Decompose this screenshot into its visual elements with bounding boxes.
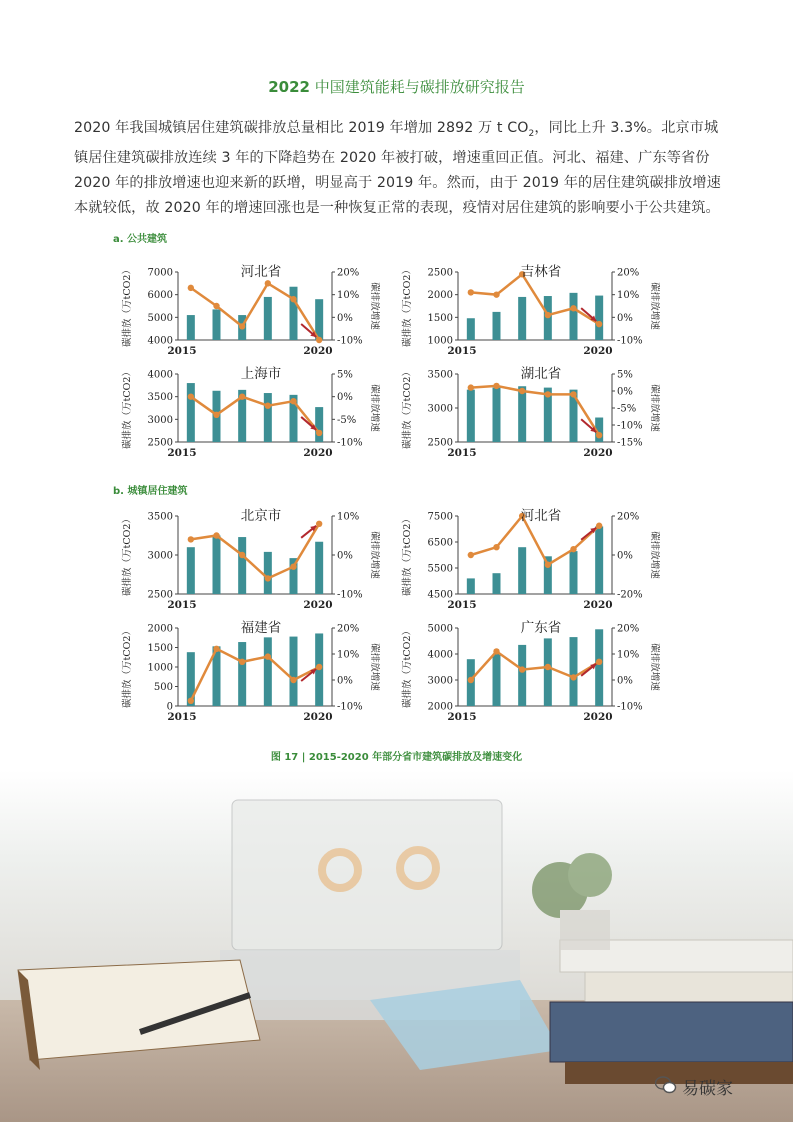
left-tick-label: 2500 xyxy=(147,589,173,601)
x-label-start: 2015 xyxy=(447,599,477,611)
right-axis-title: 碳排放增速 xyxy=(649,531,660,579)
bar-2017 xyxy=(238,537,246,594)
chart-title: 北京市 xyxy=(240,508,282,524)
x-label-start: 2015 xyxy=(447,711,477,723)
right-tick-label: 20% xyxy=(617,511,640,523)
body-paragraph xyxy=(74,116,722,220)
figure-caption: 图 17 | 2015-2020 年部分省市建筑碳排放及增速变化 xyxy=(270,752,523,763)
bar-2016 xyxy=(213,536,221,595)
left-tick-label: 0 xyxy=(166,701,173,713)
bar-2020 xyxy=(595,629,603,706)
x-label-start: 2015 xyxy=(167,447,197,459)
right-axis-title: 碳排放增速 xyxy=(369,643,380,691)
bar-2016 xyxy=(493,654,501,706)
left-axis-title: 碳排放（万tCO2） xyxy=(122,626,133,708)
chart-title: 吉林省 xyxy=(520,264,562,280)
left-tick-label: 500 xyxy=(153,682,173,693)
right-tick-label: -5% xyxy=(337,414,357,426)
left-axis-title: 碳排放（万tCO2） xyxy=(402,514,413,596)
left-axis-title: 碳排放（万tCO2） xyxy=(122,367,133,449)
header-year: 2022 xyxy=(268,78,310,96)
chart-residential-hebei xyxy=(400,506,660,616)
left-tick-label: 2000 xyxy=(427,701,453,713)
growth-point-2017 xyxy=(519,666,525,672)
growth-point-2017 xyxy=(239,659,245,665)
right-tick-label: -10% xyxy=(337,701,363,713)
paragraph-part-1: 2020 年我国城镇居住建筑碳排放总量相比 2019 年增加 2892 万 t CO xyxy=(74,120,529,136)
right-tick-label: 0% xyxy=(337,675,353,687)
left-tick-label: 1000 xyxy=(427,335,453,347)
x-label-end: 2020 xyxy=(303,599,333,611)
bar-2018 xyxy=(264,297,272,340)
right-tick-label: 10% xyxy=(617,290,640,302)
growth-line xyxy=(471,386,599,435)
growth-point-2018 xyxy=(545,664,551,670)
growth-point-2017 xyxy=(239,393,245,399)
bar-2015 xyxy=(467,578,475,594)
right-axis-title: 碳排放增速 xyxy=(369,531,380,579)
right-tick-label: 0% xyxy=(617,312,633,324)
bar-2020 xyxy=(595,296,603,340)
bar-2017 xyxy=(518,386,526,442)
left-tick-label: 3500 xyxy=(147,511,173,523)
growth-point-2018 xyxy=(265,653,271,659)
growth-point-2019 xyxy=(570,546,576,552)
growth-point-2020 xyxy=(316,521,322,527)
right-tick-label: -10% xyxy=(337,589,363,601)
bar-2020 xyxy=(315,407,323,442)
chart-public-jilin xyxy=(400,262,660,362)
growth-point-2019 xyxy=(290,564,296,570)
left-tick-label: 6000 xyxy=(147,290,173,302)
bar-2020 xyxy=(595,526,603,594)
right-axis-title: 碳排放增速 xyxy=(369,282,380,330)
left-tick-label: 3000 xyxy=(427,403,453,415)
bar-2017 xyxy=(238,642,246,706)
right-tick-label: 20% xyxy=(617,623,640,635)
brand-name: 易碳家 xyxy=(682,1079,733,1099)
right-tick-label: -10% xyxy=(617,420,643,432)
chart-title: 河北省 xyxy=(520,508,562,524)
right-tick-label: 10% xyxy=(337,290,360,302)
left-tick-label: 7500 xyxy=(427,511,453,523)
bar-2018 xyxy=(264,393,272,442)
left-tick-label: 3500 xyxy=(147,392,173,404)
left-tick-label: 2500 xyxy=(427,437,453,449)
wechat-icon xyxy=(655,1076,677,1094)
right-tick-label: 10% xyxy=(337,511,360,523)
chart-public-hubei xyxy=(400,364,660,464)
growth-point-2020 xyxy=(596,321,602,327)
growth-line xyxy=(191,283,319,340)
bar-2019 xyxy=(570,551,578,594)
growth-point-2020 xyxy=(316,337,322,343)
bar-2019 xyxy=(290,637,298,706)
chart-residential-guangdong xyxy=(400,618,660,728)
right-tick-label: 10% xyxy=(337,649,360,661)
growth-point-2016 xyxy=(493,291,499,297)
right-tick-label: 0% xyxy=(337,392,353,404)
bar-2015 xyxy=(187,547,195,594)
desk-photo-illustration xyxy=(0,770,793,1122)
right-axis-title: 碳排放增速 xyxy=(369,384,380,432)
left-tick-label: 4000 xyxy=(147,369,173,381)
growth-point-2019 xyxy=(570,305,576,311)
bar-2017 xyxy=(518,645,526,706)
bar-2016 xyxy=(213,309,221,340)
right-tick-label: 5% xyxy=(337,369,353,381)
growth-point-2016 xyxy=(213,646,219,652)
x-label-end: 2020 xyxy=(583,711,613,723)
chart-residential-beijing xyxy=(120,506,380,616)
growth-point-2018 xyxy=(545,391,551,397)
growth-point-2015 xyxy=(188,393,194,399)
x-label-end: 2020 xyxy=(583,345,613,357)
right-tick-label: -15% xyxy=(617,437,643,449)
right-tick-label: -5% xyxy=(617,403,637,415)
right-tick-label: 20% xyxy=(337,267,360,279)
growth-point-2019 xyxy=(290,677,296,683)
growth-point-2018 xyxy=(265,575,271,581)
bar-2019 xyxy=(570,293,578,340)
growth-point-2017 xyxy=(519,388,525,394)
growth-line xyxy=(471,274,599,324)
right-tick-label: 5% xyxy=(617,369,633,381)
x-label-start: 2015 xyxy=(447,447,477,459)
growth-point-2015 xyxy=(188,536,194,542)
right-tick-label: 10% xyxy=(617,649,640,661)
growth-point-2016 xyxy=(493,544,499,550)
bar-2019 xyxy=(570,637,578,706)
right-tick-label: 0% xyxy=(617,550,633,562)
growth-point-2020 xyxy=(316,664,322,670)
right-tick-label: -20% xyxy=(617,589,643,601)
growth-line xyxy=(191,397,319,433)
x-label-end: 2020 xyxy=(583,447,613,459)
right-axis-title: 碳排放增速 xyxy=(649,643,660,691)
growth-line xyxy=(471,651,599,680)
left-tick-label: 2000 xyxy=(147,623,173,635)
growth-point-2019 xyxy=(290,296,296,302)
growth-point-2016 xyxy=(213,412,219,418)
chart-title: 湖北省 xyxy=(520,366,562,382)
right-axis-title: 碳排放增速 xyxy=(649,282,660,330)
bar-2015 xyxy=(467,318,475,340)
header-title: 中国建筑能耗与碳排放研究报告 xyxy=(314,78,525,96)
bar-2018 xyxy=(264,637,272,706)
right-tick-label: 0% xyxy=(337,312,353,324)
growth-point-2018 xyxy=(545,562,551,568)
left-axis-title: 碳排放（万tCO2） xyxy=(122,514,133,596)
growth-point-2015 xyxy=(188,285,194,291)
left-tick-label: 5000 xyxy=(427,623,453,635)
chart-public-hebei xyxy=(120,262,380,362)
left-tick-label: 3500 xyxy=(427,369,453,381)
growth-point-2020 xyxy=(316,430,322,436)
bar-2015 xyxy=(187,315,195,340)
x-label-end: 2020 xyxy=(303,345,333,357)
growth-point-2015 xyxy=(468,384,474,390)
left-tick-label: 2000 xyxy=(427,290,453,302)
growth-point-2018 xyxy=(265,280,271,286)
left-tick-label: 4000 xyxy=(147,335,173,347)
left-tick-label: 1500 xyxy=(427,312,453,324)
growth-point-2016 xyxy=(493,648,499,654)
right-tick-label: -10% xyxy=(617,335,643,347)
left-tick-label: 4500 xyxy=(427,589,453,601)
left-tick-label: 2500 xyxy=(147,437,173,449)
x-label-end: 2020 xyxy=(303,447,333,459)
growth-point-2020 xyxy=(596,523,602,529)
growth-point-2015 xyxy=(468,677,474,683)
x-label-start: 2015 xyxy=(167,345,197,357)
growth-line xyxy=(191,649,319,701)
left-tick-label: 5500 xyxy=(427,563,453,575)
growth-point-2016 xyxy=(213,303,219,309)
bar-2017 xyxy=(518,547,526,594)
paragraph-subscript: 2 xyxy=(528,128,535,139)
growth-point-2019 xyxy=(290,398,296,404)
bar-2019 xyxy=(290,287,298,340)
growth-point-2016 xyxy=(493,383,499,389)
growth-point-2020 xyxy=(596,432,602,438)
bar-2018 xyxy=(264,552,272,594)
section-b-label: b. 城镇居住建筑 xyxy=(113,486,188,497)
chart-title: 福建省 xyxy=(240,620,282,636)
paragraph-part-2: ，同比上升 3.3%。北京市城镇居住建筑碳排放连续 3 年的下降趋势在 2020 年被打破，增速重回正值。河北、福建、广东等省份 2020 年的排放增速也迎来新的跃增，明显高于 2019 年。然而，由于 2019 年的居住建筑碳排放增速本就较低，故 2020 年的增速回涨也是一种恢复正常的表现，疫情对居住建筑的影响要小于公共建筑。 xyxy=(74,120,721,216)
bar-2018 xyxy=(544,638,552,706)
bar-2016 xyxy=(493,388,501,442)
right-tick-label: 20% xyxy=(617,267,640,279)
growth-line xyxy=(191,524,319,579)
section-a-label: a. 公共建筑 xyxy=(113,234,168,245)
book-stack xyxy=(550,940,793,1084)
chart-public-shanghai xyxy=(120,364,380,464)
left-tick-label: 7000 xyxy=(147,267,173,279)
page-header xyxy=(0,76,793,97)
growth-point-2017 xyxy=(239,323,245,329)
growth-point-2018 xyxy=(265,403,271,409)
growth-point-2017 xyxy=(239,552,245,558)
growth-point-2018 xyxy=(545,312,551,318)
bar-2015 xyxy=(187,383,195,442)
right-tick-label: 0% xyxy=(617,675,633,687)
left-tick-label: 3000 xyxy=(147,414,173,426)
right-tick-label: -10% xyxy=(337,335,363,347)
left-tick-label: 3000 xyxy=(147,550,173,562)
left-tick-label: 1500 xyxy=(147,643,173,654)
left-tick-label: 2500 xyxy=(427,267,453,279)
chart-title: 广东省 xyxy=(520,620,562,636)
growth-point-2015 xyxy=(188,698,194,704)
bar-2017 xyxy=(518,297,526,340)
right-tick-label: 0% xyxy=(337,550,353,562)
right-tick-label: -10% xyxy=(337,437,363,449)
left-axis-title: 碳排放（万tCO2） xyxy=(402,626,413,708)
left-axis-title: 碳排放（万tCO2） xyxy=(402,265,413,347)
x-label-end: 2020 xyxy=(583,599,613,611)
growth-point-2020 xyxy=(596,659,602,665)
left-tick-label: 1000 xyxy=(147,662,173,674)
laptop-screen xyxy=(232,800,502,950)
left-tick-label: 5000 xyxy=(147,312,173,324)
left-tick-label: 6500 xyxy=(427,537,453,549)
x-label-end: 2020 xyxy=(303,711,333,723)
left-axis-title: 碳排放（万tCO2） xyxy=(122,265,133,347)
bar-2015 xyxy=(467,390,475,442)
bar-2016 xyxy=(493,312,501,340)
chart-title: 河北省 xyxy=(240,264,282,280)
bar-2016 xyxy=(493,573,501,594)
bar-2020 xyxy=(315,542,323,594)
left-tick-label: 4000 xyxy=(427,649,453,661)
right-tick-label: 20% xyxy=(337,623,360,635)
growth-point-2016 xyxy=(213,532,219,538)
growth-point-2019 xyxy=(570,391,576,397)
growth-point-2015 xyxy=(468,552,474,558)
x-label-start: 2015 xyxy=(167,599,197,611)
x-label-start: 2015 xyxy=(447,345,477,357)
right-axis-title: 碳排放增速 xyxy=(649,384,660,432)
left-tick-label: 3000 xyxy=(427,675,453,687)
left-axis-title: 碳排放（万tCO2） xyxy=(402,367,413,449)
chart-residential-fujian xyxy=(120,618,380,728)
chart-title: 上海市 xyxy=(240,366,282,382)
right-tick-label: -10% xyxy=(617,701,643,713)
x-label-start: 2015 xyxy=(167,711,197,723)
right-tick-label: 0% xyxy=(617,386,633,398)
growth-point-2019 xyxy=(570,674,576,680)
growth-point-2015 xyxy=(468,289,474,295)
